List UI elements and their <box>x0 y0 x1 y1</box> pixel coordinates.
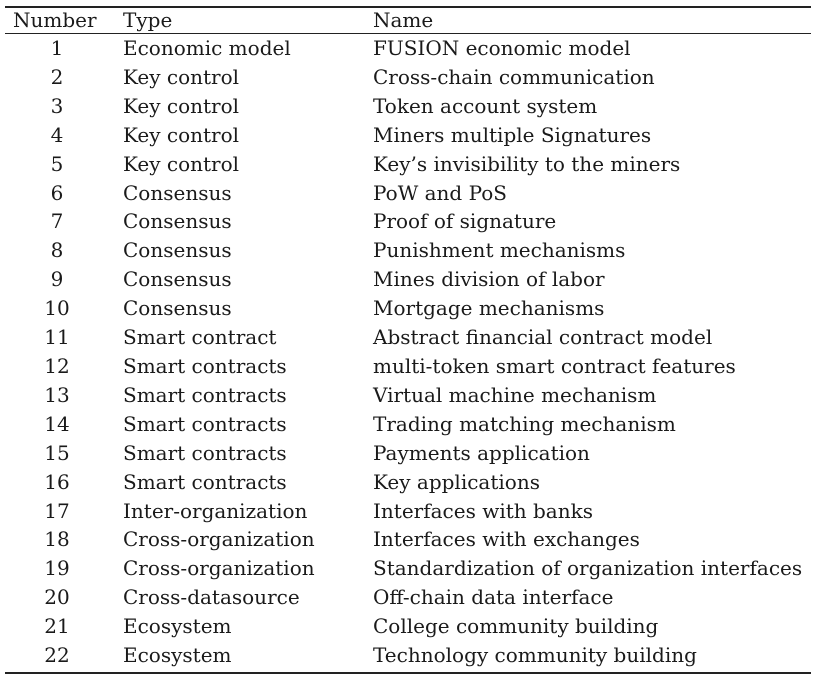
cell-name: Technology community building <box>373 643 697 668</box>
cell-name: Token account system <box>373 93 598 118</box>
cell-number: 21 <box>44 614 70 639</box>
table-row <box>5 92 811 121</box>
cell-number: 4 <box>50 122 64 147</box>
table-bottom-rule <box>5 672 811 674</box>
cell-type: Key control <box>123 151 240 176</box>
cell-type: Smart contracts <box>123 411 287 436</box>
cell-type: Key control <box>123 93 240 118</box>
column-header-number: Number <box>13 8 97 32</box>
cell-type: Ecosystem <box>123 614 232 639</box>
table-row <box>5 265 811 294</box>
table-row <box>5 468 811 497</box>
cell-type: Smart contract <box>123 325 277 350</box>
column-header-name: Name <box>373 8 434 32</box>
cell-type: Consensus <box>123 267 232 292</box>
table-row <box>5 497 811 526</box>
cell-type: Consensus <box>123 238 232 263</box>
cell-number: 2 <box>50 64 64 89</box>
cell-number: 10 <box>44 296 70 321</box>
cell-type: Key control <box>123 64 240 89</box>
cell-number: 7 <box>50 209 64 234</box>
cell-type: Inter-organization <box>123 498 308 523</box>
cell-name: Virtual machine mechanism <box>373 382 657 407</box>
cell-type: Smart contracts <box>123 440 287 465</box>
cell-name: Cross-chain communication <box>373 64 655 89</box>
column-header-type: Type <box>123 8 173 32</box>
cell-type: Smart contracts <box>123 353 287 378</box>
table-row <box>5 207 811 236</box>
table-row <box>5 294 811 323</box>
table-header <box>5 7 811 33</box>
cell-name: Mortgage mechanisms <box>373 296 605 321</box>
cell-number: 17 <box>44 498 70 523</box>
cell-name: College community building <box>373 614 659 639</box>
cell-number: 22 <box>44 643 70 668</box>
cell-number: 14 <box>44 411 70 436</box>
cell-type: Smart contracts <box>123 382 287 407</box>
cell-type: Cross-organization <box>123 556 315 581</box>
cell-name: Key’s invisibility to the miners <box>373 151 681 176</box>
cell-type: Consensus <box>123 180 232 205</box>
cell-type: Economic model <box>123 36 291 60</box>
cell-type: Consensus <box>123 209 232 234</box>
cell-number: 9 <box>50 267 64 292</box>
cell-name: Mines division of labor <box>373 267 605 292</box>
table-row <box>5 179 811 208</box>
cell-name: Key applications <box>373 469 540 494</box>
cell-number: 15 <box>44 440 70 465</box>
cell-number: 11 <box>44 325 70 350</box>
cell-number: 19 <box>44 556 70 581</box>
cell-type: Consensus <box>123 296 232 321</box>
cell-type: Smart contracts <box>123 469 287 494</box>
table-row <box>5 554 811 583</box>
cell-number: 12 <box>44 353 70 378</box>
table-row <box>5 121 811 150</box>
table-row <box>5 323 811 352</box>
cell-name: Off-chain data interface <box>373 585 614 610</box>
cell-name: PoW and PoS <box>373 180 507 205</box>
cell-type: Cross-organization <box>123 527 315 552</box>
table-row <box>5 236 811 265</box>
cell-name: Standardization of organization interfaces <box>373 556 803 581</box>
cell-name: Interfaces with banks <box>373 498 593 523</box>
header-row <box>5 7 811 33</box>
table-body <box>5 33 811 670</box>
table-row <box>5 583 811 612</box>
table-row <box>5 150 811 179</box>
cell-name: Miners multiple Signatures <box>373 122 652 147</box>
cell-name: Punishment mechanisms <box>373 238 626 263</box>
cell-name: Interfaces with exchanges <box>373 527 640 552</box>
cell-name: Abstract financial contract model <box>373 325 713 350</box>
cell-name: Trading matching mechanism <box>373 411 676 436</box>
table-row <box>5 641 811 670</box>
cell-number: 18 <box>44 527 70 552</box>
table-row <box>5 63 811 92</box>
table-row <box>5 381 811 410</box>
cell-type: Key control <box>123 122 240 147</box>
cell-number: 20 <box>44 585 70 610</box>
table-row <box>5 352 811 381</box>
cell-type: Cross-datasource <box>123 585 300 610</box>
table-row <box>5 612 811 641</box>
table-row <box>5 439 811 468</box>
cell-number: 8 <box>50 238 64 263</box>
cell-number: 6 <box>50 180 64 205</box>
cell-number: 1 <box>50 36 64 60</box>
table-row <box>5 33 811 63</box>
cell-name: Payments application <box>373 440 590 465</box>
table-row <box>5 410 811 439</box>
cell-name: Proof of signature <box>373 209 557 234</box>
cell-number: 5 <box>50 151 64 176</box>
cell-name: FUSION economic model <box>373 36 631 60</box>
cell-number: 16 <box>44 469 70 494</box>
cell-number: 3 <box>50 93 64 118</box>
cell-name: multi-token smart contract features <box>373 353 736 378</box>
cell-number: 13 <box>44 382 70 407</box>
cell-type: Ecosystem <box>123 643 232 668</box>
feature-table <box>5 7 811 670</box>
table-row <box>5 525 811 554</box>
